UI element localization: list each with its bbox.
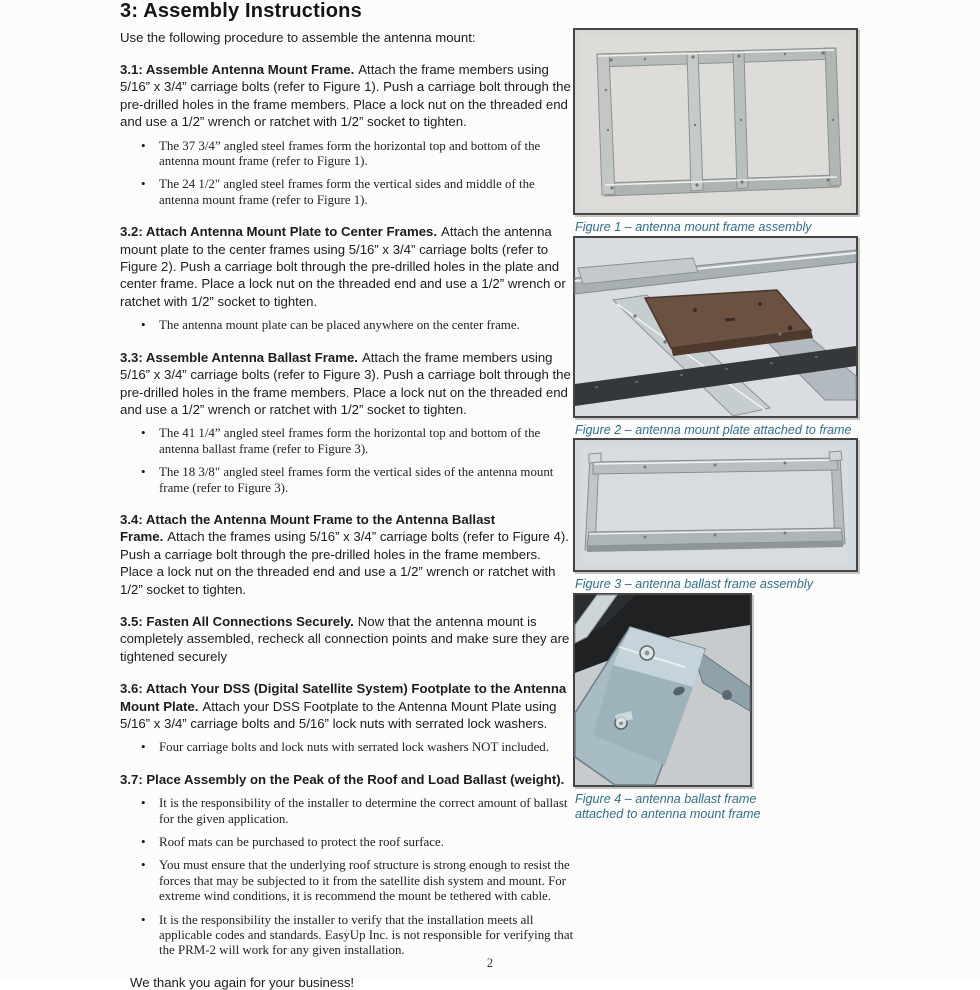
section-3-3-bullets [120,426,576,496]
instructions-column [120,0,576,990]
figure-2 [573,236,858,439]
bullet-item: • The 41 1/4” angled steel frames form the horizontal top and bottom of the antenna ballast frame (refer to Figure 3). [159,426,576,457]
section-3-6-heading: 3.6: Attach Your DSS (Digital Satellite System) Footplate to the Antenna Mount Plate. [120,681,567,714]
figure-1-image [573,28,858,215]
section-3-1-heading: 3.1: Assemble Antenna Mount Frame. [120,62,355,77]
figure-4-caption: Figure 4 – antenna ballast frame attached to antenna mount frame [575,791,761,821]
section-3-1-bullets [120,139,576,209]
figure-4 [573,593,858,823]
bullet-item: • Four carriage bolts and lock nuts with serrated lock washers NOT included. [159,740,576,755]
figure-1 [573,28,858,236]
section-3-2-heading: 3.2: Attach Antenna Mount Plate to Center Frames. [120,224,438,240]
intro-text: Use the following procedure to assemble the antenna mount: [120,30,476,45]
section-3-6-bullets [120,740,576,755]
section-3-7-heading: 3.7: Place Assembly on the Peak of the Roof and Load Ballast (weight). [120,771,565,787]
closing-text: We thank you again for your business! [130,974,355,990]
section-3-3-heading: 3.3: Assemble Antenna Ballast Frame. [120,349,358,365]
section-3-6 [120,680,576,732]
bullet-item: • Roof mats can be purchased to protect the roof surface. [159,835,576,850]
section-3-2-bullets [120,318,576,333]
figure-1-caption: Figure 1 – antenna mount frame assembly [575,220,812,234]
section-3-5 [120,613,576,665]
bullet-item: • The antenna mount plate can be placed anywhere on the center frame. [159,318,576,333]
bullet-item: • The 37 3/4” angled steel frames form the horizontal top and bottom of the antenna mount frame (refer to Figure 1). [159,139,576,170]
section-3-7 [120,771,576,788]
figure-3-image [573,438,858,572]
figures-column [573,28,858,823]
section-3-2-body: Attach the antenna mount plate to the center frames using 5/16” x 3/4” carriage bolts (refer to Figure 2). Push a carriage bolt through the pre-drilled holes in the plate and center frame. Place a lock nut on the threaded end and use a 1/2” wrench or ratchet with 1/2” socket to tighten. [120,224,566,309]
bullet-item: • It is the responsibility the installer to verify that the installation meets all applicable codes and standards. EasyUp Inc. is not responsible for verifying that the PRM-2 will work for any given installation. [159,913,576,959]
figure-3-caption: Figure 3 – antenna ballast frame assembly [575,577,814,591]
bullet-item: • It is the responsibility of the installer to determine the correct amount of ballast for the given application. [159,796,576,827]
section-3-5-body: Now that the antenna mount is completely assembled, recheck all connection points and make sure they are tightened securely [120,613,570,664]
section-3-4-body: Attach the frames using 5/16” x 3/4” carriage bolts (refer to Figure 4). Push a carriage bolt through the pre-drilled holes in the frame members. Place a lock nut on the threaded end and use a 1/2” wrench or ratchet with 1/2” socket to tighten. [120,529,569,597]
section-3-1 [120,61,576,131]
page-number: 2 [486,956,494,970]
figure-2-caption: Figure 2 – antenna mount plate attached to frame [575,422,852,437]
section-3-1-body: Attach the frame members using 5/16” x 3/4” carriage bolts (refer to Figure 1). Push a carriage bolt through the pre-drilled holes in the frame members. Place a lock nut on the threaded end and use a 1/2” wrench or ratchet with 1/2” socket to tighten. [120,62,571,130]
bullet-item: • The 24 1/2" angled steel frames form the vertical sides and middle of the antenna mount frame (refer to Figure 1). [159,177,576,208]
section-3-6-body: Attach your DSS Footplate to the Antenna Mount Plate using 5/16” x 3/4” carriage bolts and 5/16” lock nuts with serrated lock washers. [120,698,557,731]
section-3-3 [120,349,576,419]
figure-4-image [573,593,752,787]
section-3-4-heading: 3.4: Attach the Antenna Mount Frame to the Antenna Ballast Frame. [120,511,496,545]
section-3-3-body: Attach the frame members using 5/16” x 3/4” carriage bolts (refer to Figure 3). Push a carriage bolt through the pre-drilled holes in the frame members. Place a lock nut on the threaded end and use a 1/2” wrench or ratchet with 1/2” socket to tighten. [120,349,571,417]
section-3-2 [120,223,576,310]
section-3-5-heading: 3.5: Fasten All Connections Securely. [120,613,354,629]
figure-3 [573,438,858,593]
section-3-7-bullets [120,796,576,959]
figure-2-image [573,236,858,418]
bullet-item: • The 18 3/8" angled steel frames form the vertical sides of the antenna mount frame (refer to Figure 3). [159,465,576,496]
bullet-item: • You must ensure that the underlying roof structure is strong enough to resist the forces that may be subjected to it from the satellite dish system and mount. For extreme wind conditions, it is recommend the mount be tethered with cable. [159,858,576,904]
section-3-4 [120,511,576,598]
page-title: 3: Assembly Instructions [120,0,362,22]
